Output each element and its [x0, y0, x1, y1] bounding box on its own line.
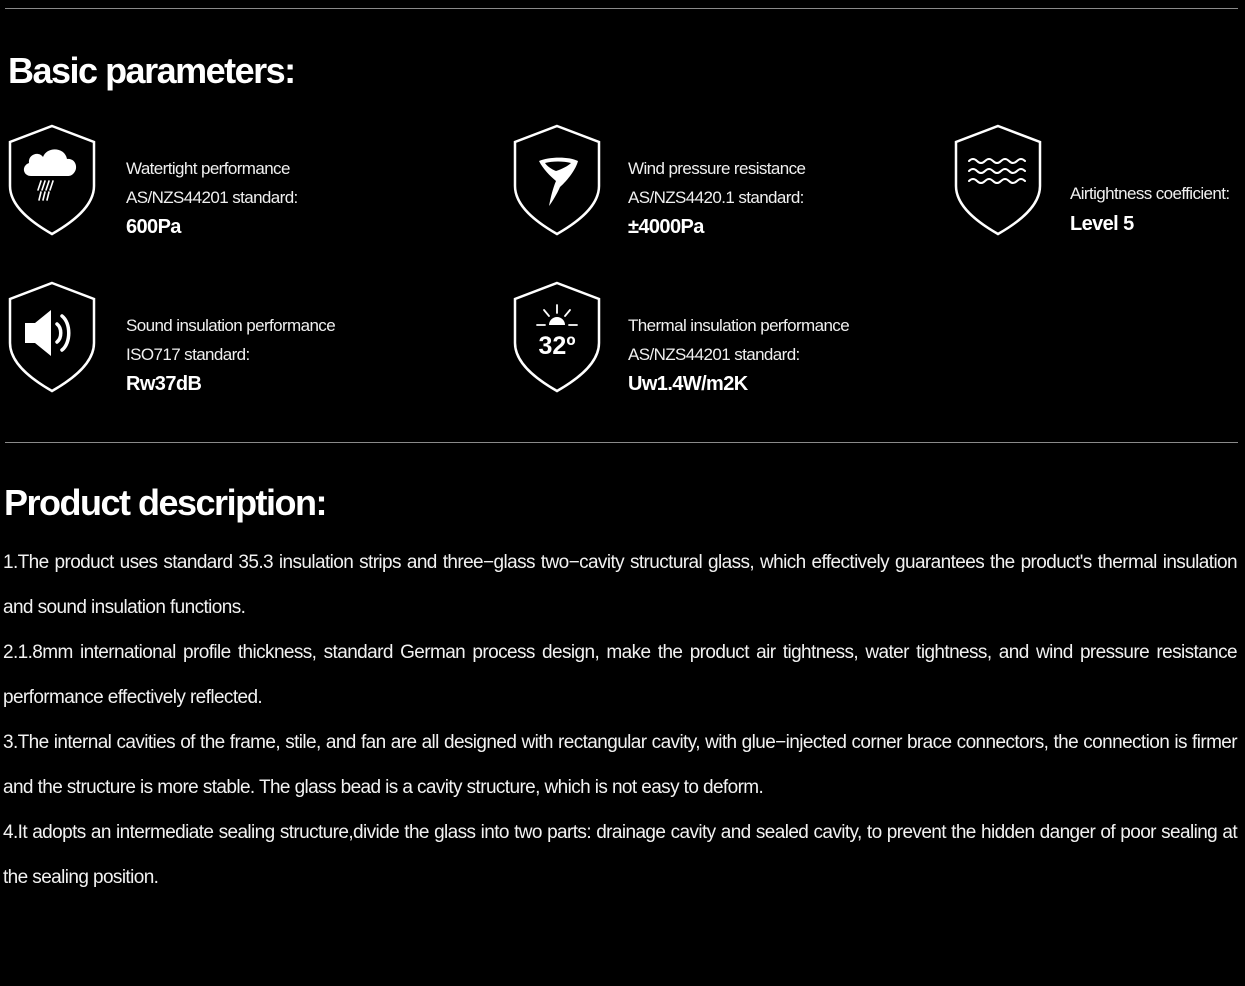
- product-description-title: Product description:: [4, 482, 327, 523]
- param-value: 600Pa: [126, 216, 181, 238]
- basic-parameters-title: Basic parameters:: [8, 50, 295, 91]
- description-paragraph: 3.The internal cavities of the frame, stile, and fan are all designed with rectangular cavity, with glue−injected corner brace connectors, the connection is firmer and the structure is more stable. The glass bead is a cavity structure, which is not easy to deform.: [3, 732, 1237, 798]
- section-divider: [5, 442, 1238, 443]
- param-value: Level 5: [1070, 212, 1134, 235]
- param-label: Watertight performance: [126, 159, 290, 178]
- param-sound-insulation-text: [126, 312, 335, 399]
- param-thermal-insulation-text: [628, 312, 849, 399]
- icon-temperature-label: 32º: [538, 332, 576, 360]
- param-standard: AS/NZS4420.1 standard:: [628, 187, 804, 207]
- wind-tornado-icon: [512, 124, 602, 236]
- rain-cloud-icon: [7, 124, 97, 236]
- param-standard: AS/NZS44201 standard:: [628, 344, 800, 364]
- speaker-icon: [7, 281, 97, 393]
- param-label: Airtightness coefficient:: [1070, 184, 1230, 203]
- param-value: ±4000Pa: [628, 216, 704, 238]
- description-paragraph: 4.It adopts an intermediate sealing structure,divide the glass into two parts: drainage cavity and sealed cavity, to prevent the hidden danger of poor sealing at the sealing position.: [3, 822, 1237, 888]
- top-divider: [5, 8, 1238, 9]
- description-paragraph: 2.1.8mm international profile thickness, standard German process design, make the product air tightness, water tightness, and wind pressure resistance performance effectively reflected.: [3, 642, 1237, 708]
- param-watertight-text: [126, 155, 298, 242]
- param-label: Thermal insulation performance: [628, 316, 850, 335]
- param-standard: AS/NZS44201 standard:: [126, 187, 298, 207]
- param-label: Wind pressure resistance: [628, 159, 806, 178]
- product-description-body: [3, 540, 1237, 900]
- sun-temperature-icon: [512, 281, 602, 393]
- description-paragraph: 1.The product uses standard 35.3 insulation strips and three−glass two−cavity structural glass, which effectively guarantees the product's thermal insulation and sound insulation functions.: [3, 552, 1237, 618]
- param-value: Rw37dB: [126, 373, 202, 395]
- param-label: Sound insulation performance: [126, 316, 336, 335]
- param-wind-pressure-text: [628, 155, 805, 242]
- param-value: Uw1.4W/m2K: [628, 373, 748, 395]
- waves-icon: [953, 124, 1043, 236]
- param-standard: ISO717 standard:: [126, 344, 250, 364]
- param-airtightness-text: [1070, 180, 1230, 239]
